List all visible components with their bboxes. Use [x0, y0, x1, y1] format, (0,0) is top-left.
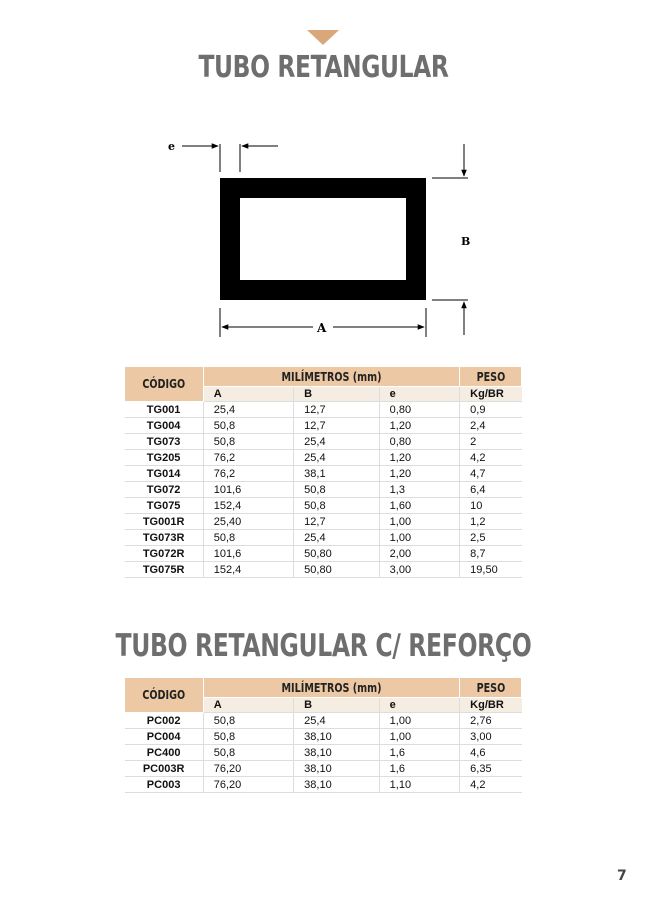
cell-codigo: TG073 [125, 434, 204, 450]
cell-e: 1,00 [379, 713, 459, 729]
table-row [125, 777, 522, 793]
cell-codigo: TG004 [125, 418, 204, 434]
cell-a: 25,4 [203, 402, 293, 418]
cell-a: 76,2 [203, 450, 293, 466]
table-row [125, 745, 522, 761]
label-e: e [168, 140, 175, 153]
cell-a: 50,8 [203, 530, 293, 546]
table-row [125, 530, 522, 546]
cell-b: 25,4 [294, 530, 380, 546]
cell-peso: 2,4 [460, 418, 522, 434]
table-row [125, 729, 522, 745]
cell-peso: 19,50 [460, 562, 522, 578]
cell-codigo: TG072R [125, 546, 204, 562]
cell-a: 50,8 [203, 434, 293, 450]
cell-e: 1,60 [379, 498, 459, 514]
cell-codigo: TG001 [125, 402, 204, 418]
cell-peso: 1,2 [460, 514, 522, 530]
subheader-b: B [294, 698, 380, 713]
cell-peso: 3,00 [460, 729, 522, 745]
cell-e: 1,20 [379, 418, 459, 434]
cell-b: 50,8 [294, 482, 380, 498]
cell-b: 38,1 [294, 466, 380, 482]
cell-e: 1,20 [379, 450, 459, 466]
cell-peso: 4,2 [460, 777, 522, 793]
cell-a: 152,4 [203, 562, 293, 578]
cell-codigo: TG075R [125, 562, 204, 578]
cell-e: 1,6 [379, 761, 459, 777]
cell-codigo: PC004 [125, 729, 204, 745]
header-codigo: CÓDIGO [125, 678, 204, 713]
cell-e: 3,00 [379, 562, 459, 578]
cell-b: 12,7 [294, 418, 380, 434]
subheader-e: e [379, 387, 459, 402]
cell-b: 25,4 [294, 434, 380, 450]
cell-a: 101,6 [203, 546, 293, 562]
cell-peso: 4,2 [460, 450, 522, 466]
cell-e: 1,00 [379, 729, 459, 745]
cell-peso: 4,6 [460, 745, 522, 761]
cell-peso: 2 [460, 434, 522, 450]
cell-a: 76,20 [203, 761, 293, 777]
cell-peso: 6,4 [460, 482, 522, 498]
section-title-tubo-retangular-reforco: TUBO RETANGULAR C/ REFORÇO [115, 628, 532, 664]
cell-e: 1,00 [379, 530, 459, 546]
cell-a: 50,8 [203, 713, 293, 729]
cell-peso: 4,7 [460, 466, 522, 482]
header-codigo: CÓDIGO [125, 367, 204, 402]
cell-a: 25,40 [203, 514, 293, 530]
cell-b: 12,7 [294, 514, 380, 530]
page-number: 7 [617, 868, 627, 884]
header-peso: PESO [460, 678, 522, 698]
tube-hollow [240, 198, 406, 280]
cell-b: 12,7 [294, 402, 380, 418]
cell-a: 76,20 [203, 777, 293, 793]
cell-e: 0,80 [379, 402, 459, 418]
rectangular-tube-diagram [160, 130, 490, 345]
cell-b: 25,4 [294, 713, 380, 729]
subheader-kg-br: Kg/BR [460, 698, 522, 713]
cell-b: 50,80 [294, 546, 380, 562]
table-row [125, 466, 522, 482]
cell-a: 152,4 [203, 498, 293, 514]
label-a: A [317, 321, 327, 335]
table-row [125, 482, 522, 498]
table-row [125, 713, 522, 729]
cell-e: 1,10 [379, 777, 459, 793]
cell-peso: 6,35 [460, 761, 522, 777]
tubo-retangular-table [124, 366, 522, 578]
cell-e: 1,00 [379, 514, 459, 530]
cell-codigo: TG001R [125, 514, 204, 530]
cell-codigo: TG072 [125, 482, 204, 498]
cell-e: 2,00 [379, 546, 459, 562]
cell-a: 101,6 [203, 482, 293, 498]
subheader-kg-br: Kg/BR [460, 387, 522, 402]
header-milimetros: MILÍMETROS (mm) [203, 367, 459, 387]
cell-a: 50,8 [203, 418, 293, 434]
section-title-tubo-retangular: TUBO RETANGULAR [198, 50, 449, 85]
cell-codigo: TG073R [125, 530, 204, 546]
cell-b: 38,10 [294, 761, 380, 777]
section-marker-triangle [307, 30, 339, 45]
table-row [125, 450, 522, 466]
table-row [125, 514, 522, 530]
cell-a: 76,2 [203, 466, 293, 482]
subheader-e: e [379, 698, 459, 713]
cell-a: 50,8 [203, 745, 293, 761]
cell-b: 38,10 [294, 729, 380, 745]
cell-peso: 2,5 [460, 530, 522, 546]
cell-e: 1,20 [379, 466, 459, 482]
cell-peso: 2,76 [460, 713, 522, 729]
cell-b: 25,4 [294, 450, 380, 466]
table-body [125, 713, 522, 793]
cell-b: 50,80 [294, 562, 380, 578]
cell-b: 38,10 [294, 777, 380, 793]
subheader-a: A [203, 698, 293, 713]
tubo-retangular-reforco-table [124, 677, 522, 793]
table-row [125, 562, 522, 578]
table-body [125, 402, 522, 578]
label-b: B [461, 235, 471, 248]
cell-b: 38,10 [294, 745, 380, 761]
cell-codigo: PC003 [125, 777, 204, 793]
cell-codigo: TG075 [125, 498, 204, 514]
table-row [125, 434, 522, 450]
subheader-a: A [203, 387, 293, 402]
cell-e: 0,80 [379, 434, 459, 450]
table-row [125, 546, 522, 562]
cell-e: 1,6 [379, 745, 459, 761]
table-row [125, 418, 522, 434]
cell-peso: 0,9 [460, 402, 522, 418]
cell-codigo: PC400 [125, 745, 204, 761]
header-milimetros: MILÍMETROS (mm) [203, 678, 459, 698]
table-row [125, 498, 522, 514]
table-row [125, 402, 522, 418]
cell-a: 50,8 [203, 729, 293, 745]
cell-b: 50,8 [294, 498, 380, 514]
header-peso: PESO [460, 367, 522, 387]
subheader-b: B [294, 387, 380, 402]
cell-codigo: PC002 [125, 713, 204, 729]
cell-codigo: PC003R [125, 761, 204, 777]
table-row [125, 761, 522, 777]
cell-codigo: TG205 [125, 450, 204, 466]
cell-peso: 10 [460, 498, 522, 514]
cell-peso: 8,7 [460, 546, 522, 562]
cell-e: 1,3 [379, 482, 459, 498]
cell-codigo: TG014 [125, 466, 204, 482]
